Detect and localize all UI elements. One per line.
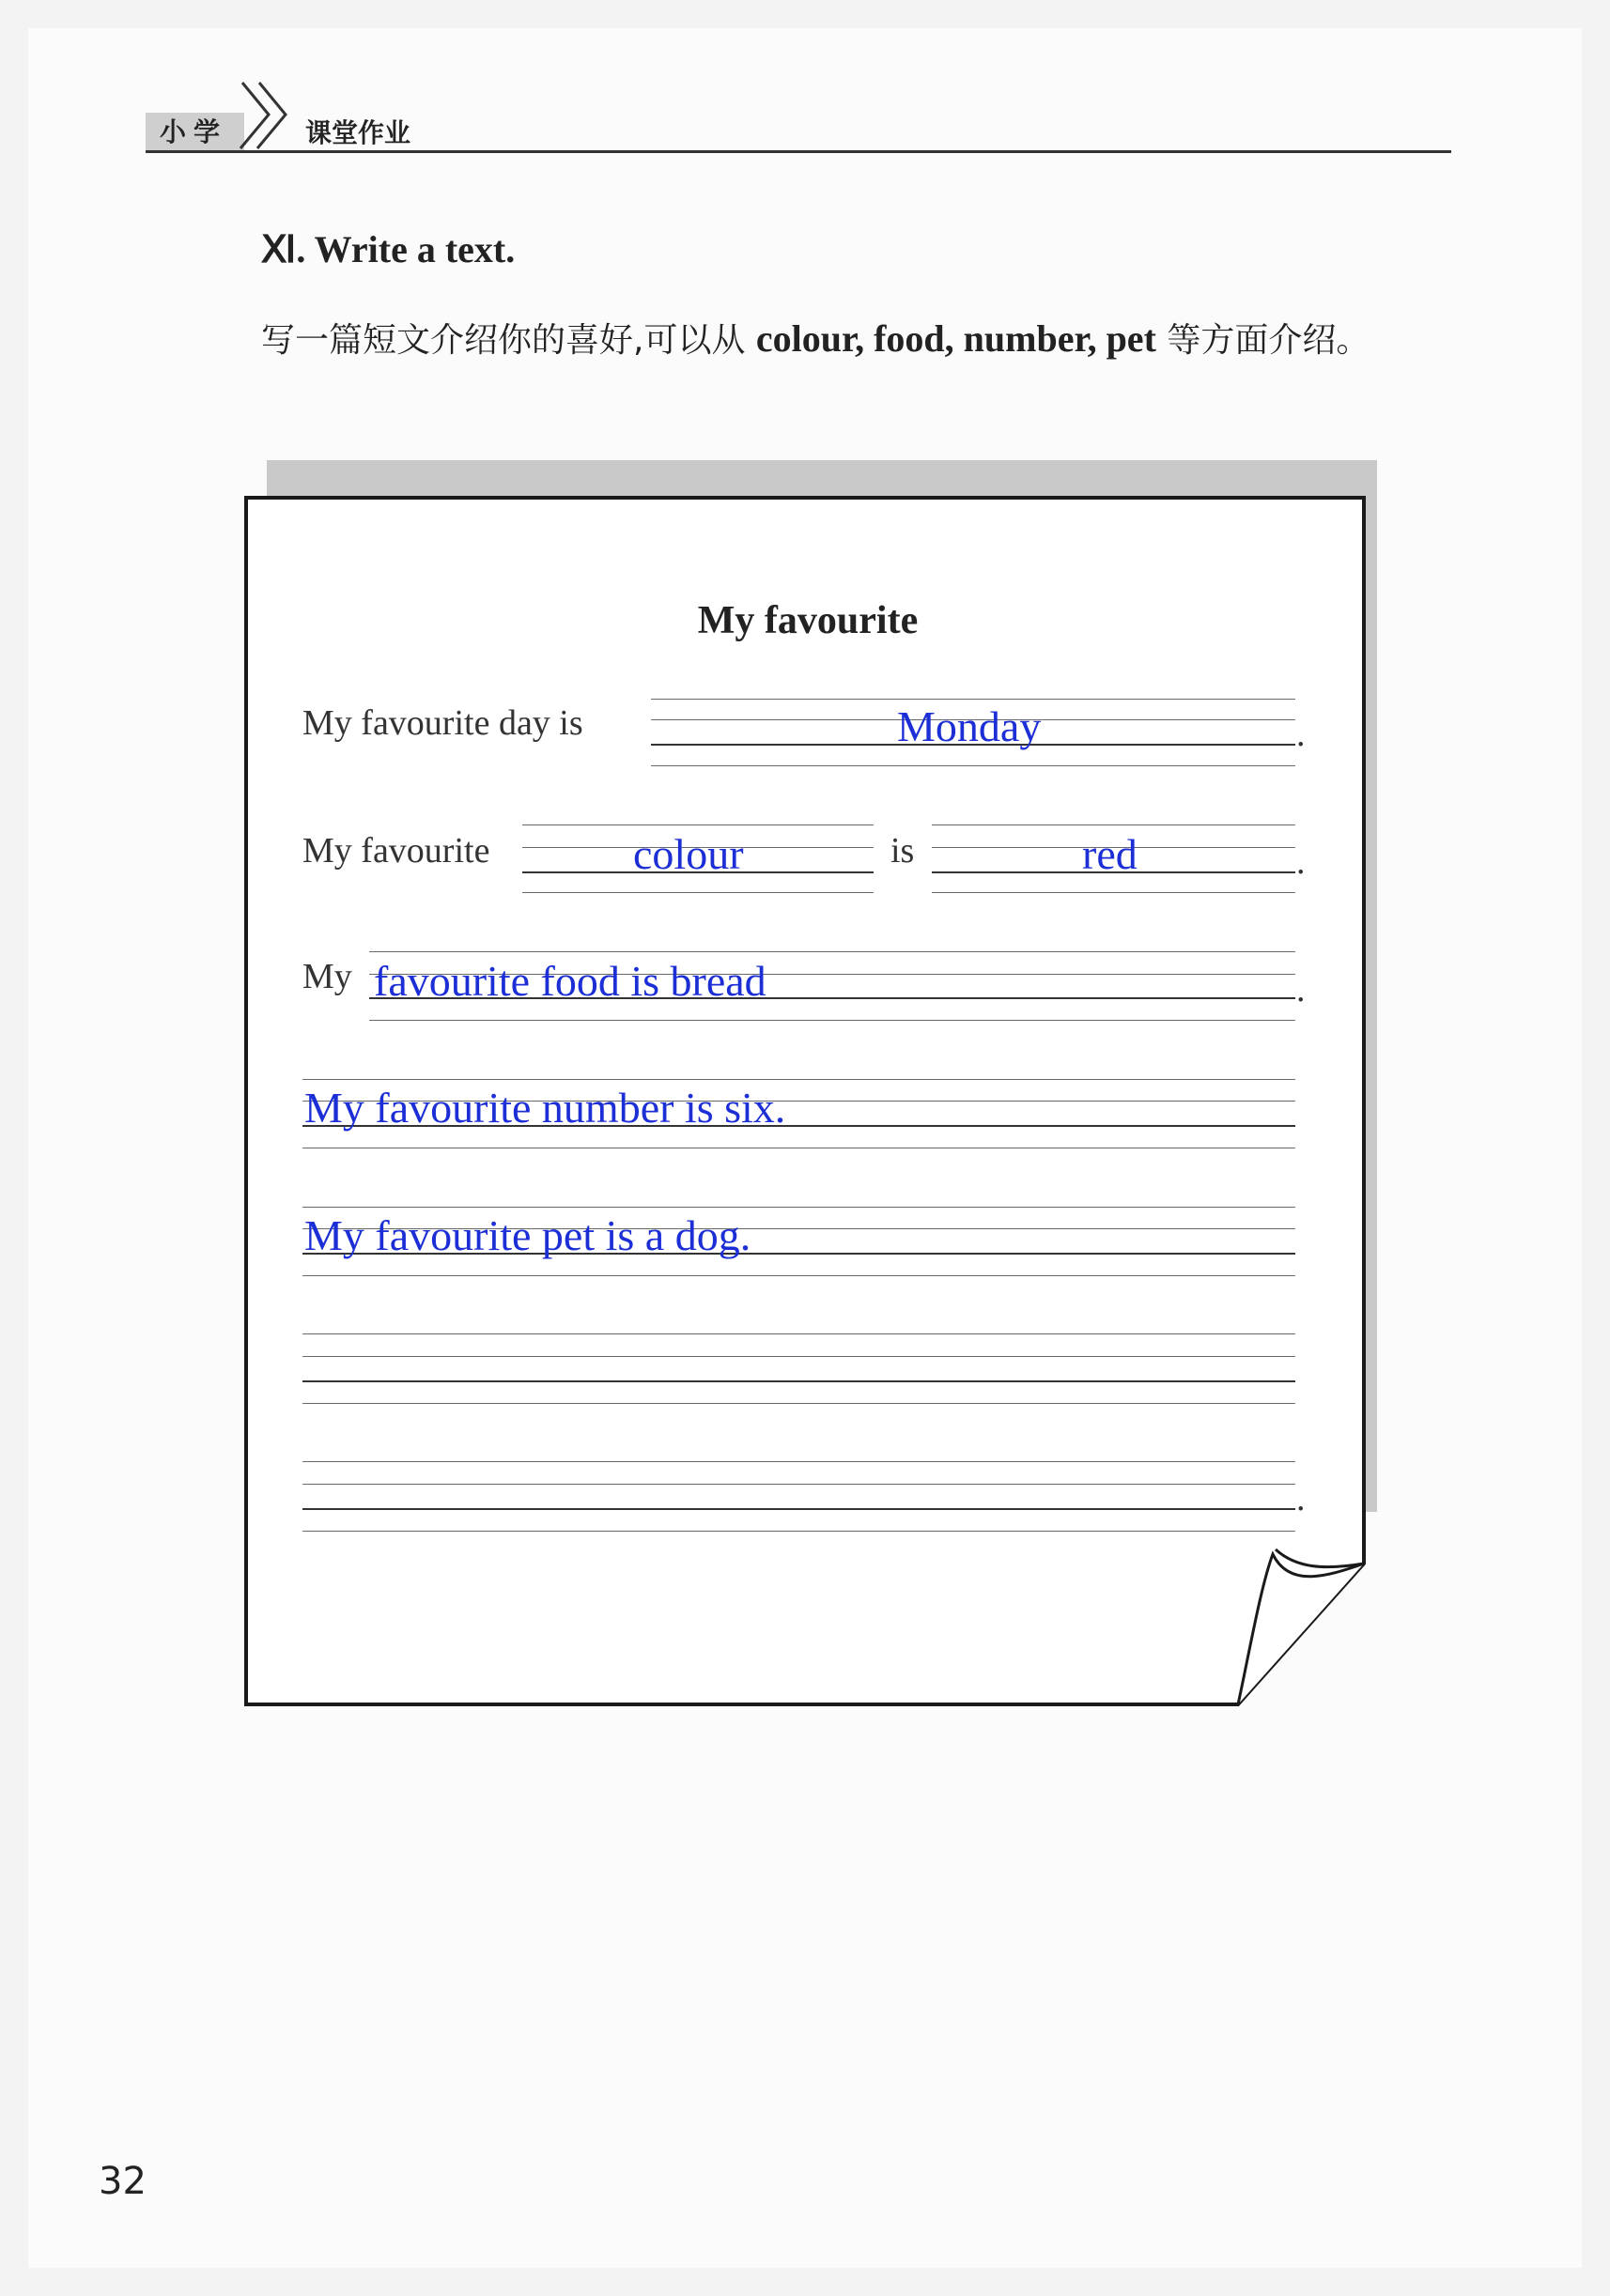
guide-line: [302, 1207, 1295, 1208]
line7-period: .: [1296, 1479, 1306, 1518]
guide-line: [302, 1275, 1295, 1276]
guide-line: [302, 1484, 1295, 1485]
guide-line: [522, 824, 874, 825]
baseline: [302, 1380, 1295, 1382]
instruction-keywords: colour, food, number, pet: [755, 317, 1156, 360]
answer-number: My favourite number is six.: [304, 1084, 786, 1132]
guide-line: [369, 951, 1295, 952]
guide-line: [302, 1079, 1295, 1080]
guide-line: [932, 892, 1295, 893]
line2-label: My favourite: [302, 831, 490, 871]
answer-topic: colour: [633, 830, 744, 878]
page-number: 32: [99, 2160, 147, 2203]
line3-label: My: [302, 957, 352, 996]
baseline: [302, 1508, 1295, 1510]
guide-line: [651, 765, 1295, 766]
guide-line: [651, 699, 1295, 700]
card-title: My favourite: [697, 599, 919, 642]
answer-food: favourite food is bread: [374, 957, 766, 1005]
line2-period: .: [1296, 842, 1306, 882]
guide-line: [302, 1333, 1295, 1334]
line1-period: .: [1296, 715, 1306, 754]
line2-is: is: [890, 831, 915, 871]
instruction-lead: 写一篇短文介绍你的喜好,可以从: [261, 321, 746, 360]
exercise-heading: Ⅺ. Write a text.: [261, 228, 516, 270]
instruction-tail: 等方面介绍。: [1167, 321, 1370, 360]
answer-day: Monday: [897, 702, 1042, 750]
line1-label: My favourite day is: [302, 703, 583, 743]
guide-line: [302, 1531, 1295, 1532]
guide-line: [302, 1403, 1295, 1404]
guide-line: [932, 824, 1295, 825]
header-level: 小学: [160, 116, 228, 147]
header-book-title: 课堂作业: [305, 117, 411, 148]
guide-line: [302, 1461, 1295, 1462]
answer-value: red: [1082, 830, 1138, 878]
guide-line: [522, 892, 874, 893]
guide-line: [302, 1356, 1295, 1357]
answer-pet: My favourite pet is a dog.: [304, 1211, 751, 1259]
line3-period: .: [1296, 970, 1306, 1009]
guide-line: [369, 1020, 1295, 1021]
